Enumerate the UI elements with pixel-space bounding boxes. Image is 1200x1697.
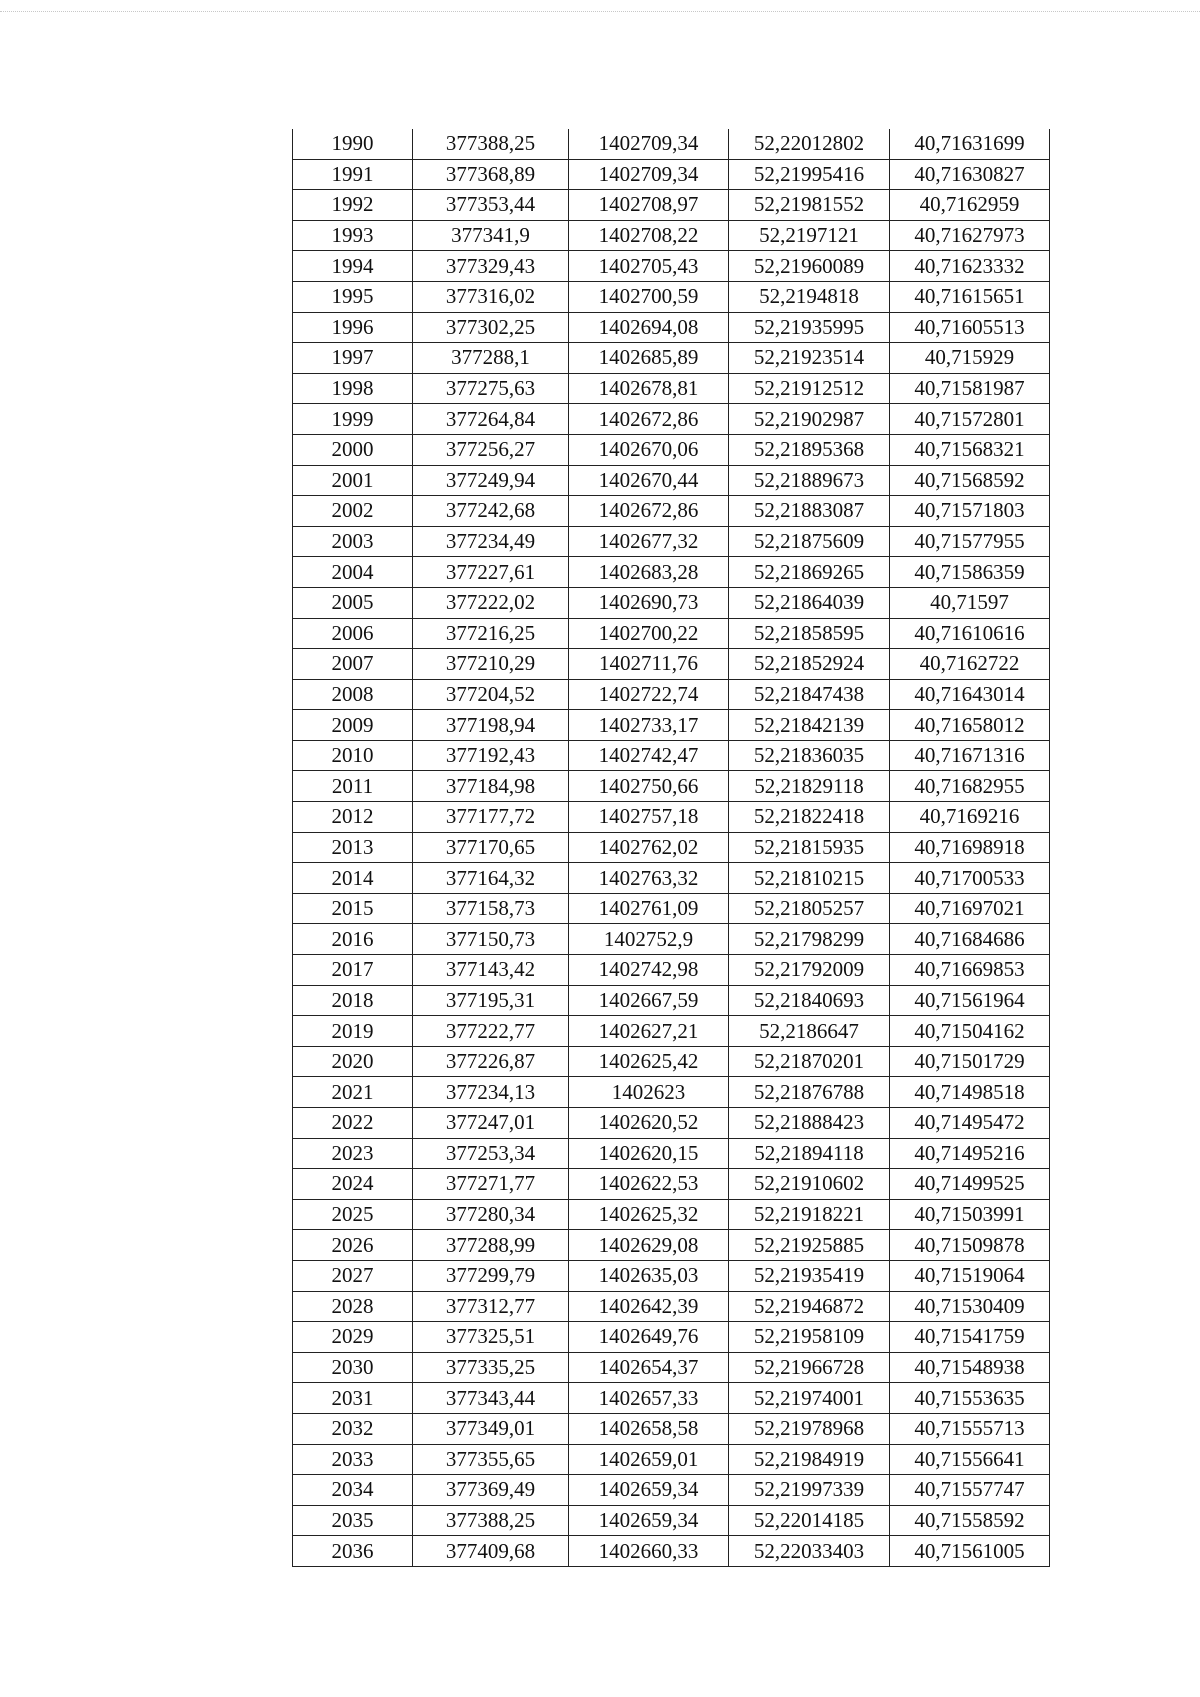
longitude-cell: 40,71669853 (890, 955, 1050, 986)
longitude-cell: 40,71627973 (890, 220, 1050, 251)
latitude-cell: 52,21815935 (729, 832, 890, 863)
y-coordinate-cell: 1402685,89 (569, 343, 729, 374)
longitude-cell: 40,71630827 (890, 159, 1050, 190)
x-coordinate-cell: 377353,44 (413, 190, 569, 221)
longitude-cell: 40,71556641 (890, 1444, 1050, 1475)
y-coordinate-cell: 1402677,32 (569, 526, 729, 557)
point-number-cell: 2011 (293, 771, 413, 802)
point-number-cell: 2026 (293, 1230, 413, 1261)
point-number-cell: 2005 (293, 587, 413, 618)
longitude-cell: 40,71530409 (890, 1291, 1050, 1322)
longitude-cell: 40,71605513 (890, 312, 1050, 343)
x-coordinate-cell: 377177,72 (413, 802, 569, 833)
y-coordinate-cell: 1402659,34 (569, 1475, 729, 1506)
x-coordinate-cell: 377329,43 (413, 251, 569, 282)
latitude-cell: 52,22014185 (729, 1505, 890, 1536)
point-number-cell: 2036 (293, 1536, 413, 1567)
longitude-cell: 40,71615651 (890, 281, 1050, 312)
table-row (293, 190, 1050, 221)
x-coordinate-cell: 377226,87 (413, 1046, 569, 1077)
latitude-cell: 52,21805257 (729, 893, 890, 924)
y-coordinate-cell: 1402623 (569, 1077, 729, 1108)
point-number-cell: 2018 (293, 985, 413, 1016)
table-row (293, 1260, 1050, 1291)
table-row (293, 1138, 1050, 1169)
y-coordinate-cell: 1402709,34 (569, 159, 729, 190)
x-coordinate-cell: 377275,63 (413, 373, 569, 404)
latitude-cell: 52,21946872 (729, 1291, 890, 1322)
y-coordinate-cell: 1402670,44 (569, 465, 729, 496)
point-number-cell: 2027 (293, 1260, 413, 1291)
point-number-cell: 1994 (293, 251, 413, 282)
table-row (293, 1413, 1050, 1444)
x-coordinate-cell: 377247,01 (413, 1108, 569, 1139)
table-row (293, 129, 1050, 159)
longitude-cell: 40,71658012 (890, 710, 1050, 741)
y-coordinate-cell: 1402629,08 (569, 1230, 729, 1261)
y-coordinate-cell: 1402672,86 (569, 496, 729, 527)
latitude-cell: 52,21864039 (729, 587, 890, 618)
latitude-cell: 52,21910602 (729, 1169, 890, 1200)
y-coordinate-cell: 1402733,17 (569, 710, 729, 741)
latitude-cell: 52,21958109 (729, 1322, 890, 1353)
longitude-cell: 40,71561964 (890, 985, 1050, 1016)
table-row (293, 1475, 1050, 1506)
longitude-cell: 40,71504162 (890, 1016, 1050, 1047)
point-number-cell: 2001 (293, 465, 413, 496)
latitude-cell: 52,21918221 (729, 1199, 890, 1230)
x-coordinate-cell: 377325,51 (413, 1322, 569, 1353)
table-row (293, 526, 1050, 557)
latitude-cell: 52,22033403 (729, 1536, 890, 1567)
y-coordinate-cell: 1402654,37 (569, 1352, 729, 1383)
y-coordinate-cell: 1402659,34 (569, 1505, 729, 1536)
point-number-cell: 2035 (293, 1505, 413, 1536)
latitude-cell: 52,21869265 (729, 557, 890, 588)
table-row (293, 740, 1050, 771)
latitude-cell: 52,2197121 (729, 220, 890, 251)
longitude-cell: 40,71700533 (890, 863, 1050, 894)
y-coordinate-cell: 1402635,03 (569, 1260, 729, 1291)
table-row (293, 1291, 1050, 1322)
latitude-cell: 52,21912512 (729, 373, 890, 404)
latitude-cell: 52,21876788 (729, 1077, 890, 1108)
point-number-cell: 2028 (293, 1291, 413, 1322)
latitude-cell: 52,21923514 (729, 343, 890, 374)
table-row (293, 281, 1050, 312)
longitude-cell: 40,71519064 (890, 1260, 1050, 1291)
latitude-cell: 52,21875609 (729, 526, 890, 557)
latitude-cell: 52,21883087 (729, 496, 890, 527)
x-coordinate-cell: 377256,27 (413, 434, 569, 465)
longitude-cell: 40,71503991 (890, 1199, 1050, 1230)
table-row (293, 1352, 1050, 1383)
point-number-cell: 2013 (293, 832, 413, 863)
latitude-cell: 52,22012802 (729, 129, 890, 159)
y-coordinate-cell: 1402757,18 (569, 802, 729, 833)
table-row (293, 1505, 1050, 1536)
longitude-cell: 40,7162722 (890, 649, 1050, 680)
table-row (293, 1199, 1050, 1230)
table-row (293, 1016, 1050, 1047)
x-coordinate-cell: 377335,25 (413, 1352, 569, 1383)
longitude-cell: 40,71684686 (890, 924, 1050, 955)
y-coordinate-cell: 1402649,76 (569, 1322, 729, 1353)
coordinates-table (292, 129, 1050, 1567)
coordinates-table-body (293, 129, 1050, 1566)
y-coordinate-cell: 1402694,08 (569, 312, 729, 343)
table-row (293, 434, 1050, 465)
x-coordinate-cell: 377280,34 (413, 1199, 569, 1230)
table-row (293, 343, 1050, 374)
point-number-cell: 2024 (293, 1169, 413, 1200)
x-coordinate-cell: 377249,94 (413, 465, 569, 496)
table-row (293, 924, 1050, 955)
latitude-cell: 52,21981552 (729, 190, 890, 221)
x-coordinate-cell: 377234,13 (413, 1077, 569, 1108)
table-row (293, 1322, 1050, 1353)
latitude-cell: 52,21894118 (729, 1138, 890, 1169)
y-coordinate-cell: 1402708,97 (569, 190, 729, 221)
table-row (293, 159, 1050, 190)
table-row (293, 710, 1050, 741)
longitude-cell: 40,71495472 (890, 1108, 1050, 1139)
y-coordinate-cell: 1402711,76 (569, 649, 729, 680)
longitude-cell: 40,715929 (890, 343, 1050, 374)
y-coordinate-cell: 1402658,58 (569, 1413, 729, 1444)
latitude-cell: 52,21895368 (729, 434, 890, 465)
y-coordinate-cell: 1402722,74 (569, 679, 729, 710)
point-number-cell: 1996 (293, 312, 413, 343)
x-coordinate-cell: 377288,1 (413, 343, 569, 374)
y-coordinate-cell: 1402752,9 (569, 924, 729, 955)
x-coordinate-cell: 377204,52 (413, 679, 569, 710)
table-row (293, 802, 1050, 833)
table-row (293, 1169, 1050, 1200)
longitude-cell: 40,71495216 (890, 1138, 1050, 1169)
x-coordinate-cell: 377195,31 (413, 985, 569, 1016)
latitude-cell: 52,21840693 (729, 985, 890, 1016)
point-number-cell: 2020 (293, 1046, 413, 1077)
latitude-cell: 52,21935419 (729, 1260, 890, 1291)
longitude-cell: 40,71561005 (890, 1536, 1050, 1567)
longitude-cell: 40,71557747 (890, 1475, 1050, 1506)
longitude-cell: 40,71597 (890, 587, 1050, 618)
x-coordinate-cell: 377316,02 (413, 281, 569, 312)
x-coordinate-cell: 377409,68 (413, 1536, 569, 1567)
point-number-cell: 1990 (293, 129, 413, 159)
scan-edge-line (0, 11, 1200, 12)
x-coordinate-cell: 377242,68 (413, 496, 569, 527)
longitude-cell: 40,71568321 (890, 434, 1050, 465)
y-coordinate-cell: 1402683,28 (569, 557, 729, 588)
x-coordinate-cell: 377164,32 (413, 863, 569, 894)
point-number-cell: 1998 (293, 373, 413, 404)
x-coordinate-cell: 377271,77 (413, 1169, 569, 1200)
x-coordinate-cell: 377143,42 (413, 955, 569, 986)
point-number-cell: 2031 (293, 1383, 413, 1414)
table-row (293, 373, 1050, 404)
longitude-cell: 40,71697021 (890, 893, 1050, 924)
table-row (293, 251, 1050, 282)
table-row (293, 1230, 1050, 1261)
x-coordinate-cell: 377216,25 (413, 618, 569, 649)
table-row (293, 312, 1050, 343)
y-coordinate-cell: 1402667,59 (569, 985, 729, 1016)
latitude-cell: 52,21842139 (729, 710, 890, 741)
latitude-cell: 52,21935995 (729, 312, 890, 343)
longitude-cell: 40,71499525 (890, 1169, 1050, 1200)
latitude-cell: 52,2186647 (729, 1016, 890, 1047)
table-row (293, 1108, 1050, 1139)
x-coordinate-cell: 377227,61 (413, 557, 569, 588)
y-coordinate-cell: 1402642,39 (569, 1291, 729, 1322)
latitude-cell: 52,21925885 (729, 1230, 890, 1261)
longitude-cell: 40,71671316 (890, 740, 1050, 771)
point-number-cell: 2021 (293, 1077, 413, 1108)
table-row (293, 649, 1050, 680)
longitude-cell: 40,71631699 (890, 129, 1050, 159)
y-coordinate-cell: 1402709,34 (569, 129, 729, 159)
table-row (293, 771, 1050, 802)
table-row (293, 832, 1050, 863)
x-coordinate-cell: 377222,77 (413, 1016, 569, 1047)
x-coordinate-cell: 377343,44 (413, 1383, 569, 1414)
x-coordinate-cell: 377312,77 (413, 1291, 569, 1322)
longitude-cell: 40,71555713 (890, 1413, 1050, 1444)
point-number-cell: 1999 (293, 404, 413, 435)
latitude-cell: 52,21966728 (729, 1352, 890, 1383)
point-number-cell: 2017 (293, 955, 413, 986)
table-row (293, 587, 1050, 618)
point-number-cell: 1993 (293, 220, 413, 251)
y-coordinate-cell: 1402762,02 (569, 832, 729, 863)
x-coordinate-cell: 377184,98 (413, 771, 569, 802)
x-coordinate-cell: 377222,02 (413, 587, 569, 618)
y-coordinate-cell: 1402670,06 (569, 434, 729, 465)
point-number-cell: 2022 (293, 1108, 413, 1139)
longitude-cell: 40,71586359 (890, 557, 1050, 588)
point-number-cell: 2023 (293, 1138, 413, 1169)
point-number-cell: 2030 (293, 1352, 413, 1383)
longitude-cell: 40,71610616 (890, 618, 1050, 649)
table-row (293, 1536, 1050, 1567)
latitude-cell: 52,21792009 (729, 955, 890, 986)
y-coordinate-cell: 1402742,98 (569, 955, 729, 986)
point-number-cell: 2032 (293, 1413, 413, 1444)
point-number-cell: 2014 (293, 863, 413, 894)
table-row (293, 496, 1050, 527)
table-row (293, 404, 1050, 435)
longitude-cell: 40,71509878 (890, 1230, 1050, 1261)
latitude-cell: 52,21822418 (729, 802, 890, 833)
x-coordinate-cell: 377192,43 (413, 740, 569, 771)
longitude-cell: 40,7162959 (890, 190, 1050, 221)
y-coordinate-cell: 1402622,53 (569, 1169, 729, 1200)
longitude-cell: 40,7169216 (890, 802, 1050, 833)
point-number-cell: 2016 (293, 924, 413, 955)
longitude-cell: 40,71623332 (890, 251, 1050, 282)
latitude-cell: 52,21798299 (729, 924, 890, 955)
y-coordinate-cell: 1402672,86 (569, 404, 729, 435)
point-number-cell: 2010 (293, 740, 413, 771)
table-row (293, 1046, 1050, 1077)
point-number-cell: 1992 (293, 190, 413, 221)
point-number-cell: 2015 (293, 893, 413, 924)
point-number-cell: 2003 (293, 526, 413, 557)
longitude-cell: 40,71568592 (890, 465, 1050, 496)
longitude-cell: 40,71498518 (890, 1077, 1050, 1108)
table-row (293, 557, 1050, 588)
longitude-cell: 40,71581987 (890, 373, 1050, 404)
y-coordinate-cell: 1402742,47 (569, 740, 729, 771)
x-coordinate-cell: 377388,25 (413, 129, 569, 159)
y-coordinate-cell: 1402657,33 (569, 1383, 729, 1414)
y-coordinate-cell: 1402763,32 (569, 863, 729, 894)
point-number-cell: 2019 (293, 1016, 413, 1047)
table-row (293, 679, 1050, 710)
latitude-cell: 52,21858595 (729, 618, 890, 649)
x-coordinate-cell: 377369,49 (413, 1475, 569, 1506)
x-coordinate-cell: 377170,65 (413, 832, 569, 863)
y-coordinate-cell: 1402761,09 (569, 893, 729, 924)
latitude-cell: 52,21829118 (729, 771, 890, 802)
table-row (293, 893, 1050, 924)
latitude-cell: 52,21902987 (729, 404, 890, 435)
x-coordinate-cell: 377210,29 (413, 649, 569, 680)
longitude-cell: 40,71553635 (890, 1383, 1050, 1414)
y-coordinate-cell: 1402700,59 (569, 281, 729, 312)
y-coordinate-cell: 1402659,01 (569, 1444, 729, 1475)
latitude-cell: 52,21889673 (729, 465, 890, 496)
latitude-cell: 52,2194818 (729, 281, 890, 312)
x-coordinate-cell: 377302,25 (413, 312, 569, 343)
point-number-cell: 2029 (293, 1322, 413, 1353)
y-coordinate-cell: 1402678,81 (569, 373, 729, 404)
longitude-cell: 40,71577955 (890, 526, 1050, 557)
x-coordinate-cell: 377355,65 (413, 1444, 569, 1475)
table-row (293, 465, 1050, 496)
longitude-cell: 40,71501729 (890, 1046, 1050, 1077)
y-coordinate-cell: 1402705,43 (569, 251, 729, 282)
point-number-cell: 1995 (293, 281, 413, 312)
table-row (293, 955, 1050, 986)
point-number-cell: 2008 (293, 679, 413, 710)
y-coordinate-cell: 1402625,42 (569, 1046, 729, 1077)
y-coordinate-cell: 1402620,15 (569, 1138, 729, 1169)
point-number-cell: 2025 (293, 1199, 413, 1230)
latitude-cell: 52,21810215 (729, 863, 890, 894)
x-coordinate-cell: 377349,01 (413, 1413, 569, 1444)
table-row (293, 618, 1050, 649)
longitude-cell: 40,71682955 (890, 771, 1050, 802)
longitude-cell: 40,71698918 (890, 832, 1050, 863)
longitude-cell: 40,71572801 (890, 404, 1050, 435)
latitude-cell: 52,21852924 (729, 649, 890, 680)
point-number-cell: 2012 (293, 802, 413, 833)
latitude-cell: 52,21960089 (729, 251, 890, 282)
latitude-cell: 52,21870201 (729, 1046, 890, 1077)
x-coordinate-cell: 377264,84 (413, 404, 569, 435)
table-row (293, 863, 1050, 894)
x-coordinate-cell: 377158,73 (413, 893, 569, 924)
table-row (293, 1383, 1050, 1414)
x-coordinate-cell: 377150,73 (413, 924, 569, 955)
latitude-cell: 52,21995416 (729, 159, 890, 190)
y-coordinate-cell: 1402708,22 (569, 220, 729, 251)
latitude-cell: 52,21836035 (729, 740, 890, 771)
x-coordinate-cell: 377299,79 (413, 1260, 569, 1291)
table-row (293, 1444, 1050, 1475)
point-number-cell: 1997 (293, 343, 413, 374)
point-number-cell: 2002 (293, 496, 413, 527)
table-row (293, 1077, 1050, 1108)
longitude-cell: 40,71643014 (890, 679, 1050, 710)
longitude-cell: 40,71548938 (890, 1352, 1050, 1383)
x-coordinate-cell: 377234,49 (413, 526, 569, 557)
point-number-cell: 2000 (293, 434, 413, 465)
longitude-cell: 40,71558592 (890, 1505, 1050, 1536)
latitude-cell: 52,21997339 (729, 1475, 890, 1506)
x-coordinate-cell: 377341,9 (413, 220, 569, 251)
y-coordinate-cell: 1402660,33 (569, 1536, 729, 1567)
point-number-cell: 2033 (293, 1444, 413, 1475)
x-coordinate-cell: 377368,89 (413, 159, 569, 190)
table-row (293, 220, 1050, 251)
point-number-cell: 2009 (293, 710, 413, 741)
latitude-cell: 52,21978968 (729, 1413, 890, 1444)
latitude-cell: 52,21847438 (729, 679, 890, 710)
table-row (293, 985, 1050, 1016)
point-number-cell: 2034 (293, 1475, 413, 1506)
point-number-cell: 2007 (293, 649, 413, 680)
longitude-cell: 40,71541759 (890, 1322, 1050, 1353)
latitude-cell: 52,21974001 (729, 1383, 890, 1414)
point-number-cell: 1991 (293, 159, 413, 190)
point-number-cell: 2006 (293, 618, 413, 649)
y-coordinate-cell: 1402625,32 (569, 1199, 729, 1230)
y-coordinate-cell: 1402700,22 (569, 618, 729, 649)
y-coordinate-cell: 1402627,21 (569, 1016, 729, 1047)
y-coordinate-cell: 1402620,52 (569, 1108, 729, 1139)
x-coordinate-cell: 377198,94 (413, 710, 569, 741)
x-coordinate-cell: 377253,34 (413, 1138, 569, 1169)
point-number-cell: 2004 (293, 557, 413, 588)
y-coordinate-cell: 1402750,66 (569, 771, 729, 802)
x-coordinate-cell: 377288,99 (413, 1230, 569, 1261)
y-coordinate-cell: 1402690,73 (569, 587, 729, 618)
latitude-cell: 52,21984919 (729, 1444, 890, 1475)
x-coordinate-cell: 377388,25 (413, 1505, 569, 1536)
latitude-cell: 52,21888423 (729, 1108, 890, 1139)
longitude-cell: 40,71571803 (890, 496, 1050, 527)
